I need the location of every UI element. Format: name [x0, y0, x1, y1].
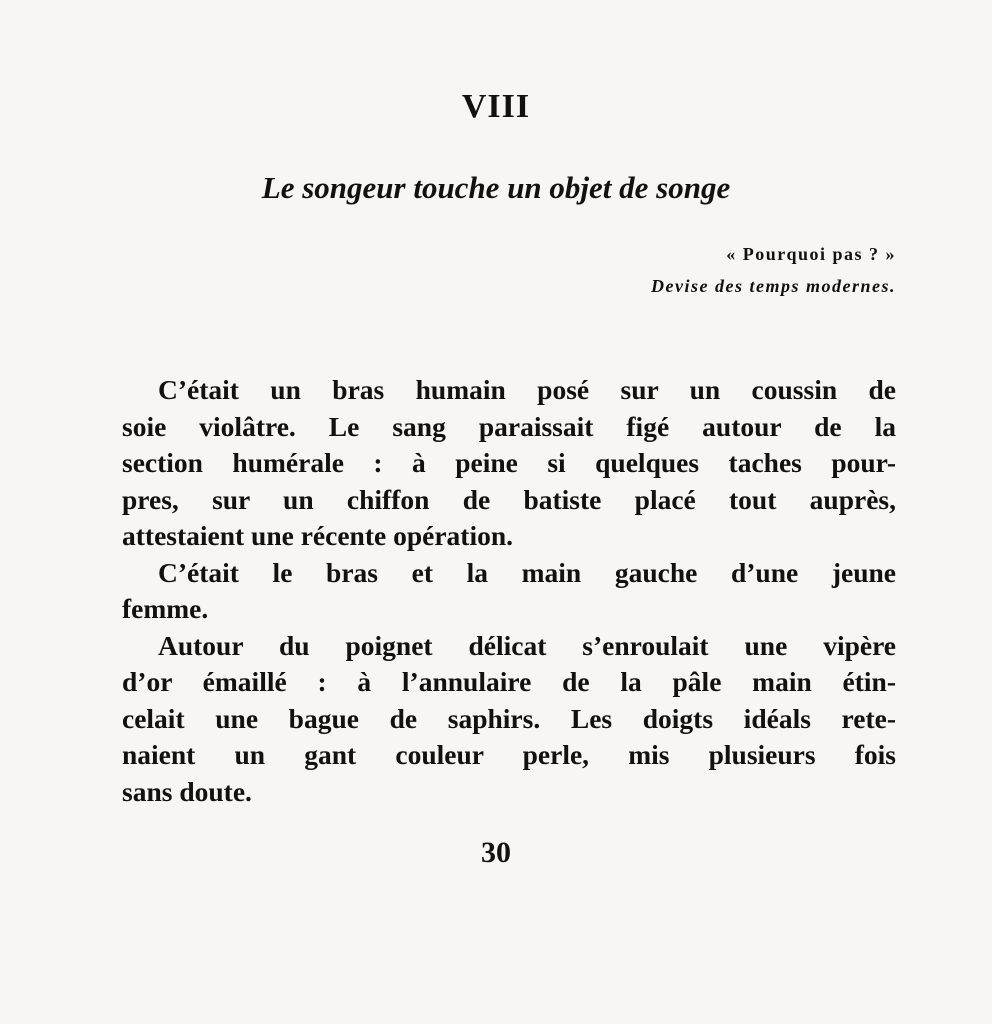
paragraph-2: [122, 555, 896, 628]
body-text: [122, 372, 896, 810]
chapter-number: VIII: [461, 88, 531, 125]
text-line: sans doute.: [122, 775, 252, 807]
chapter-title: Le songeur touche un objet de songe: [261, 170, 731, 205]
text-line: d’or émaillé : à l’annulaire de la pâle main étin-: [122, 666, 896, 697]
text-line: pres, sur un chiffon de batiste placé tout auprès,: [122, 483, 896, 515]
text-line: celait une bague de saphirs. Les doigts idéals rete-: [122, 702, 896, 734]
text-line: soie violâtre. Le sang paraissait figé autour de la: [122, 410, 896, 442]
text-line: naient un gant couleur perle, mis plusieurs fois: [122, 739, 896, 770]
epigraph: [651, 238, 896, 302]
text-line: C’était un bras humain posé sur un coussin de: [158, 374, 896, 405]
text-line: C’était le bras et la main gauche d’une jeune: [158, 556, 896, 588]
paragraph-3: [122, 628, 896, 811]
text-line: section humérale : à peine si quelques taches pour-: [122, 447, 896, 478]
page-number: 30: [481, 836, 511, 869]
paragraph-1: [122, 372, 896, 555]
text-line: Autour du poignet délicat s’enroulait une vipère: [158, 629, 896, 661]
text-line: femme.: [122, 593, 209, 624]
epigraph-attribution: Devise des temps modernes.: [651, 276, 896, 296]
text-line: attestaient une récente opération.: [122, 520, 514, 551]
epigraph-quote: « Pourquoi pas ? »: [726, 244, 896, 264]
